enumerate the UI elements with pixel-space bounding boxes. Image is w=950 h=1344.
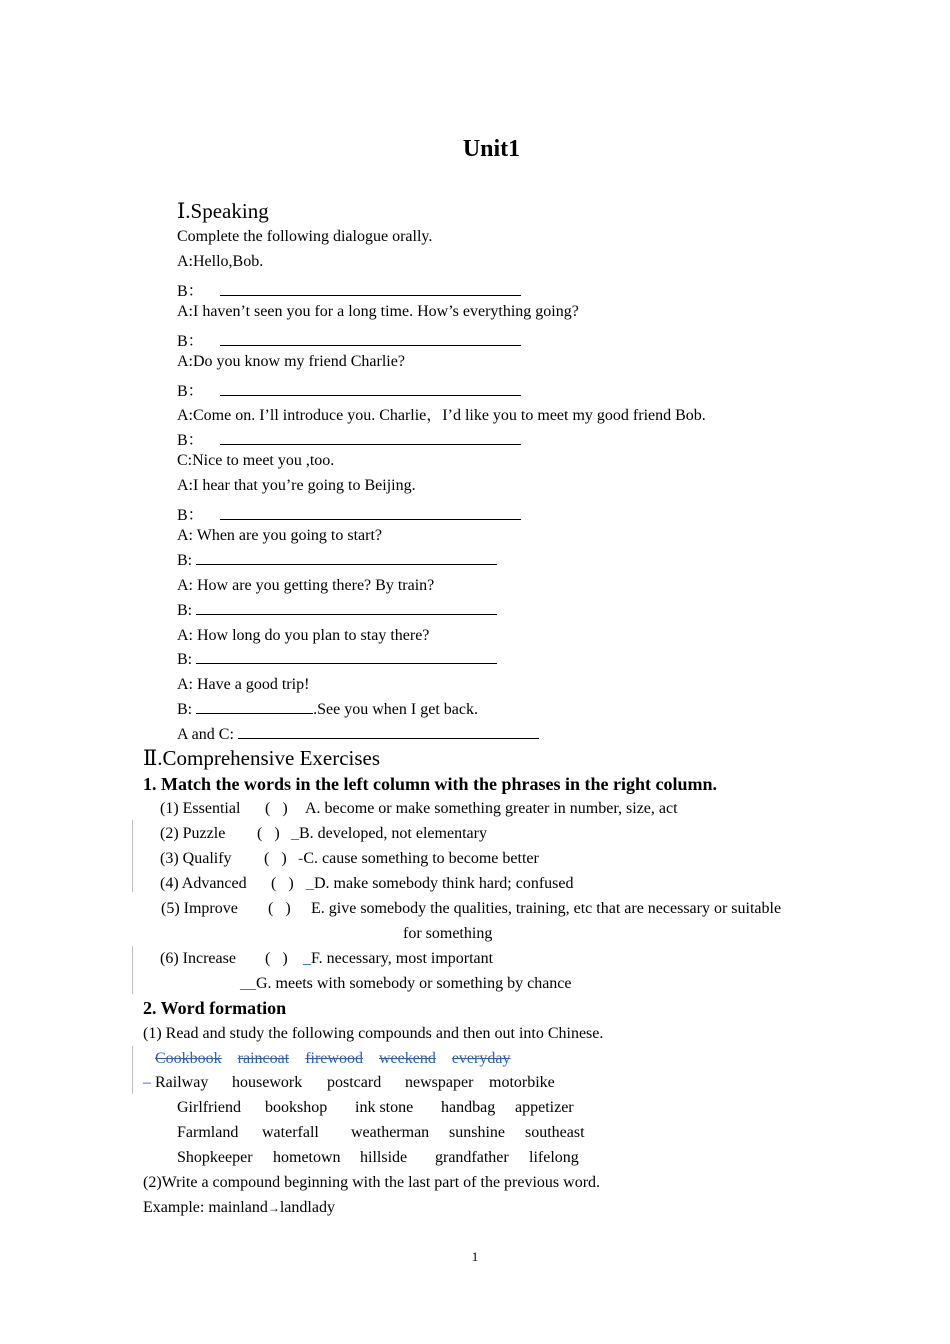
answer-blank[interactable] xyxy=(238,726,539,739)
answer-blank[interactable] xyxy=(220,507,521,520)
answer-blank[interactable] xyxy=(196,651,497,664)
dialogue-line: A: How long do you plan to stay there? xyxy=(177,626,430,644)
speaker-label: B: xyxy=(177,701,193,719)
dialogue-line: A: When are you going to start? xyxy=(177,526,382,544)
deleted-word: raincoat xyxy=(237,1050,290,1067)
answer-line[interactable] xyxy=(177,328,521,351)
compound-word: Girlfriend xyxy=(177,1099,241,1116)
answer-paren[interactable]: ( ) xyxy=(264,850,287,867)
speaker-label: B： xyxy=(177,332,204,350)
match-word: (5) Improve xyxy=(161,900,238,917)
match-heading: 1. Match the words in the left column with the phrases in the right column. xyxy=(143,774,717,794)
answer-blank[interactable] xyxy=(220,333,521,346)
example-suffix: landlady xyxy=(279,1199,335,1216)
word-formation-instruction-1: (1) Read and study the following compounds and then out into Chinese. xyxy=(143,1025,604,1042)
speaker-label: B： xyxy=(177,432,204,450)
answer-blank[interactable] xyxy=(196,602,497,615)
answer-paren[interactable]: ( ) xyxy=(257,825,280,842)
speaker-label: B： xyxy=(177,382,204,400)
speaker-label: B： xyxy=(177,282,204,300)
answer-paren[interactable]: ( ) xyxy=(265,800,288,817)
insertion-mark: _ xyxy=(306,875,314,892)
def-e-continuation: for something xyxy=(403,925,493,942)
dialogue-line: A:Do you know my friend Charlie? xyxy=(177,352,405,370)
dialogue-line: A:I haven’t seen you for a long time. How’s everything going? xyxy=(177,302,579,320)
deleted-word: Cookbook xyxy=(155,1050,222,1067)
dialogue-line: A:I hear that you’re going to Beijing. xyxy=(177,477,416,495)
compound-word: hillside xyxy=(360,1149,408,1166)
speaking-heading: Ⅰ.Speaking xyxy=(177,199,269,223)
match-word: (1) Essential xyxy=(160,800,241,817)
answer-line[interactable] xyxy=(177,726,539,744)
compound-word: bookshop xyxy=(265,1099,328,1116)
match-word: (4) Advanced xyxy=(160,875,247,892)
dialogue-line: A: Have a good trip! xyxy=(177,676,310,694)
compound-word: postcard xyxy=(327,1074,382,1091)
compound-word: hometown xyxy=(273,1149,341,1166)
match-definition: _F. necessary, most important xyxy=(303,950,494,967)
speaker-label: A and C: xyxy=(177,726,234,744)
compound-word: southeast xyxy=(525,1124,585,1141)
change-bar xyxy=(132,1046,133,1094)
change-bar xyxy=(132,820,133,892)
speaking-instruction: Complete the following dialogue orally. xyxy=(177,228,433,245)
match-word: (2) Puzzle xyxy=(160,825,226,842)
deleted-word: firewood xyxy=(305,1050,363,1067)
compound-word: lifelong xyxy=(529,1149,579,1166)
answer-line[interactable] xyxy=(177,427,521,450)
page-title: Unit1 xyxy=(462,136,521,162)
compound-word: Shopkeeper xyxy=(177,1149,253,1166)
answer-line[interactable]: B: .See you when I get back. xyxy=(177,701,478,719)
answer-line[interactable] xyxy=(177,552,497,570)
deleted-word: everyday xyxy=(451,1050,511,1067)
dialogue-line: A: How are you getting there? By train? xyxy=(177,576,435,594)
compound-word: handbag xyxy=(441,1099,496,1116)
dialogue-line: A:Hello,Bob. xyxy=(177,253,264,270)
arrow-icon: → xyxy=(267,1201,280,1215)
answer-blank[interactable] xyxy=(196,701,313,714)
match-definition: _D. make somebody think hard; confused xyxy=(306,875,574,892)
answer-paren[interactable]: ( ) xyxy=(271,875,294,892)
answer-line[interactable] xyxy=(177,378,521,401)
compound-word: appetizer xyxy=(515,1099,574,1116)
speaker-label: B: xyxy=(177,551,193,569)
compound-word: Railway xyxy=(155,1074,209,1091)
change-bar xyxy=(132,946,133,994)
def-g: __G. meets with somebody or something by chance xyxy=(240,975,572,992)
example-prefix: Example: mainland xyxy=(143,1199,268,1216)
match-definition: A. become or make something greater in number, size, act xyxy=(305,800,678,817)
compound-word: Farmland xyxy=(177,1124,239,1141)
compound-word: waterfall xyxy=(262,1124,319,1141)
page-number: 1 xyxy=(471,1249,479,1264)
match-definition: E. give somebody the qualities, training, etc that are necessary or suitable xyxy=(311,900,782,917)
compound-word: newspaper xyxy=(405,1074,474,1091)
answer-blank[interactable] xyxy=(220,283,521,296)
match-definition: _B. developed, not elementary xyxy=(291,825,487,842)
speaker-label: B： xyxy=(177,507,204,524)
example-line xyxy=(143,1199,335,1217)
compound-word: grandfather xyxy=(435,1149,509,1166)
insertion-mark: _ xyxy=(291,825,299,842)
dialogue-line: A:Come on. I’ll introduce you. Charlie，I’d like you to meet my good friend Bob. xyxy=(177,407,706,425)
answer-blank[interactable] xyxy=(196,552,497,565)
match-word: (6) Increase xyxy=(160,950,236,967)
answer-paren[interactable]: ( ) xyxy=(268,900,291,917)
answer-blank[interactable] xyxy=(220,432,521,445)
answer-line[interactable] xyxy=(177,602,497,620)
compound-word: sunshine xyxy=(449,1124,505,1141)
compound-word: weatherman xyxy=(351,1124,430,1141)
answer-line[interactable] xyxy=(177,502,521,525)
insertion-mark: - xyxy=(298,850,304,867)
deleted-word-row xyxy=(155,1050,526,1068)
answer-paren[interactable]: ( ) xyxy=(265,950,288,967)
answer-line[interactable] xyxy=(177,278,521,301)
speaker-label: B: xyxy=(177,651,193,669)
word-formation-instruction-2: (2)Write a compound beginning with the last part of the previous word. xyxy=(143,1174,601,1191)
speaker-label: B: xyxy=(177,601,193,619)
answer-line[interactable] xyxy=(177,651,497,669)
compound-word: ink stone xyxy=(355,1099,414,1116)
answer-blank[interactable] xyxy=(220,383,521,396)
deleted-word: weekend xyxy=(378,1050,436,1067)
compound-word: motorbike xyxy=(489,1074,555,1091)
match-word: (3) Qualify xyxy=(160,850,232,867)
comprehensive-heading: Ⅱ.Comprehensive Exercises xyxy=(143,746,381,770)
insertion-mark: – xyxy=(143,1074,151,1091)
dialogue-line: C:Nice to meet you ,too. xyxy=(177,452,335,470)
word-formation-heading: 2. Word formation xyxy=(143,998,287,1018)
match-definition: -C. cause something to become better xyxy=(298,850,539,867)
insertion-mark: _ xyxy=(303,950,311,967)
compound-word: housework xyxy=(232,1074,303,1091)
